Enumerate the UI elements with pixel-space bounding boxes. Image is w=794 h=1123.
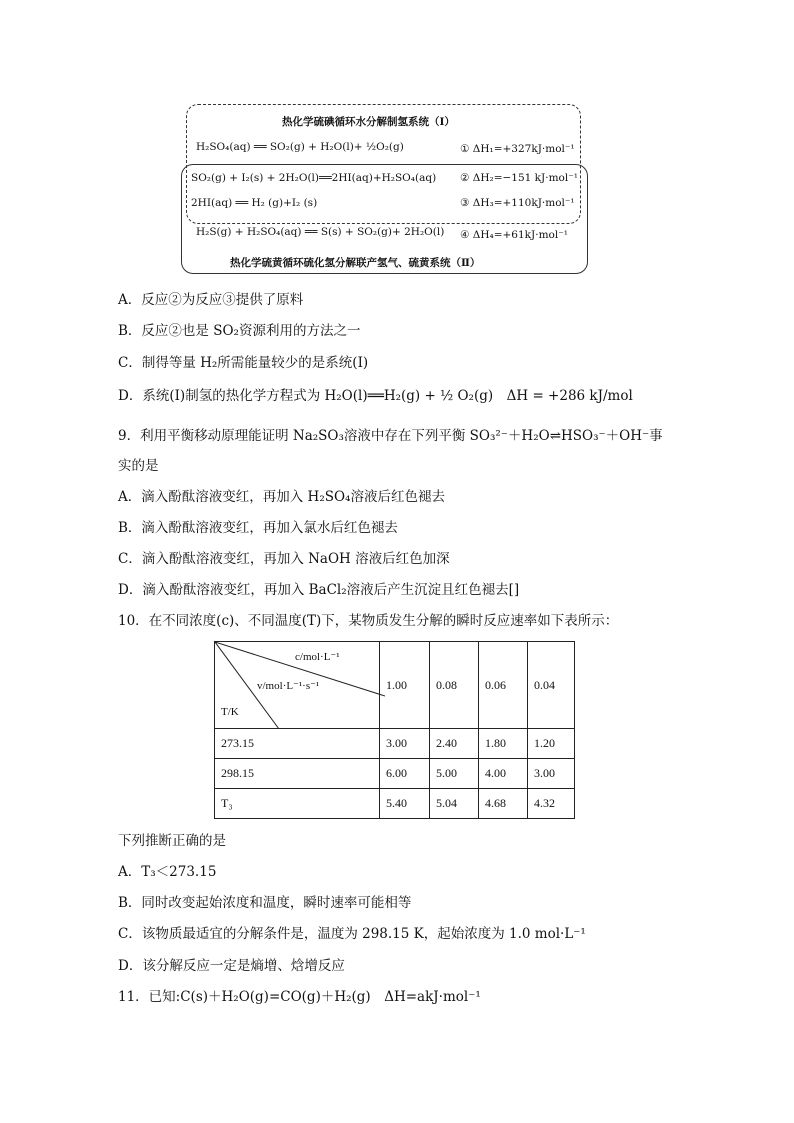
q10-stem: 10．在不同浓度(c)、不同温度(T)下，某物质发生分解的瞬时反应速率如下表所示： — [118, 613, 619, 629]
table-cell: 4.32 — [528, 789, 575, 819]
col-header-2: 0.08 — [430, 642, 479, 729]
table-cell: 1.20 — [528, 729, 575, 759]
equation-2: SO₂(g) + I₂(s) + 2H₂O(l)══2HI(aq)+H₂SO₄(aq) — [191, 172, 437, 184]
q8-option-d: D．系统(I)制氢的热化学方程式为 H₂O(l)══H₂(g) + ½ O₂(g) ΔH = +286 kJ/mol — [118, 388, 633, 404]
table-row — [215, 789, 575, 819]
col-header-1: 1.00 — [380, 642, 430, 729]
q10-option-a: A．T₃＜273.15 — [118, 864, 217, 880]
q9-option-d: D．滴入酚酞溶液变红，再加入 BaCl₂溶液后产生沉淀且红色褪去[] — [118, 582, 520, 598]
table-cell: 2.40 — [430, 729, 479, 759]
q10-option-b: B．同时改变起始浓度和温度，瞬时速率可能相等 — [118, 895, 412, 911]
table-row — [215, 759, 575, 789]
header-t: T/K — [221, 706, 239, 718]
equation-1: H₂SO₄(aq) ══ SO₂(g) + H₂O(l)+ ½O₂(g) — [196, 141, 404, 153]
system-ii-title: 热化学硫黄循环硫化氢分解联产氢气、硫黄系统（Ⅱ） — [230, 257, 481, 269]
table-cell: 3.00 — [528, 759, 575, 789]
row-temp: T₃ — [215, 789, 380, 819]
table-row — [215, 729, 575, 759]
header-v: v/mol·L⁻¹·s⁻¹ — [257, 680, 320, 692]
q9-option-a: A．滴入酚酞溶液变红，再加入 H₂SO₄溶液后红色褪去 — [118, 489, 445, 505]
q8-option-a: A．反应②为反应③提供了原料 — [118, 292, 304, 308]
q9-option-b: B．滴入酚酞溶液变红，再加入氯水后红色褪去 — [118, 520, 398, 536]
table-cell: 5.04 — [430, 789, 479, 819]
equation-2-label: ② ΔH₂=−151 kJ·mol⁻¹ — [460, 172, 578, 184]
row-temp: 273.15 — [215, 729, 380, 759]
header-c: c/mol·L⁻¹ — [295, 651, 340, 663]
q8-option-c: C．制得等量 H₂所需能量较少的是系统(I) — [118, 355, 369, 371]
table-cell: 4.68 — [479, 789, 528, 819]
rate-table — [214, 641, 575, 819]
q11-stem: 11．已知:C(s)＋H₂O(g)=CO(g)＋H₂(g) ΔH=akJ·mol⁻¹ — [118, 989, 481, 1005]
row-temp: 298.15 — [215, 759, 380, 789]
q8-option-b: B．反应②也是 SO₂资源利用的方法之一 — [118, 323, 361, 339]
q10-after: 下列推断正确的是 — [118, 833, 226, 849]
equation-4: H₂S(g) + H₂SO₄(aq) ══ S(s) + SO₂(g)+ 2H₂O(l) — [196, 226, 445, 238]
equation-1-label: ① ΔH₁=+327kJ·mol⁻¹ — [460, 143, 575, 155]
table-cell: 1.80 — [479, 729, 528, 759]
q9-option-c: C．滴入酚酞溶液变红，再加入 NaOH 溶液后红色加深 — [118, 551, 450, 567]
q9-stem-line1: 9．利用平衡移动原理能证明 Na₂SO₃溶液中存在下列平衡 SO₃²⁻＋H₂O⇌HSO₃⁻＋OH⁻事 — [118, 428, 663, 444]
q10-option-d: D．该分解反应一定是熵增、焓增反应 — [118, 958, 345, 974]
q9-stem-line2: 实的是 — [118, 458, 159, 474]
equation-3-label: ③ ΔH₃=+110kJ·mol⁻¹ — [460, 197, 575, 209]
table-cell: 5.40 — [380, 789, 430, 819]
table-corner-header — [215, 642, 380, 729]
table-cell: 4.00 — [479, 759, 528, 789]
q10-option-c: C．该物质最适宜的分解条件是，温度为 298.15 K，起始浓度为 1.0 mol·L⁻¹ — [118, 926, 586, 942]
table-cell: 5.00 — [430, 759, 479, 789]
col-header-3: 0.06 — [479, 642, 528, 729]
equation-4-label: ④ ΔH₄=+61kJ·mol⁻¹ — [460, 229, 568, 241]
system-i-title: 热化学硫碘循环水分解制氢系统（Ⅰ） — [282, 116, 455, 128]
table-cell: 6.00 — [380, 759, 430, 789]
table-cell: 3.00 — [380, 729, 430, 759]
equation-3: 2HI(aq) ══ H₂ (g)+I₂ (s) — [191, 197, 318, 209]
table-header-row — [215, 642, 575, 729]
col-header-4: 0.04 — [528, 642, 575, 729]
